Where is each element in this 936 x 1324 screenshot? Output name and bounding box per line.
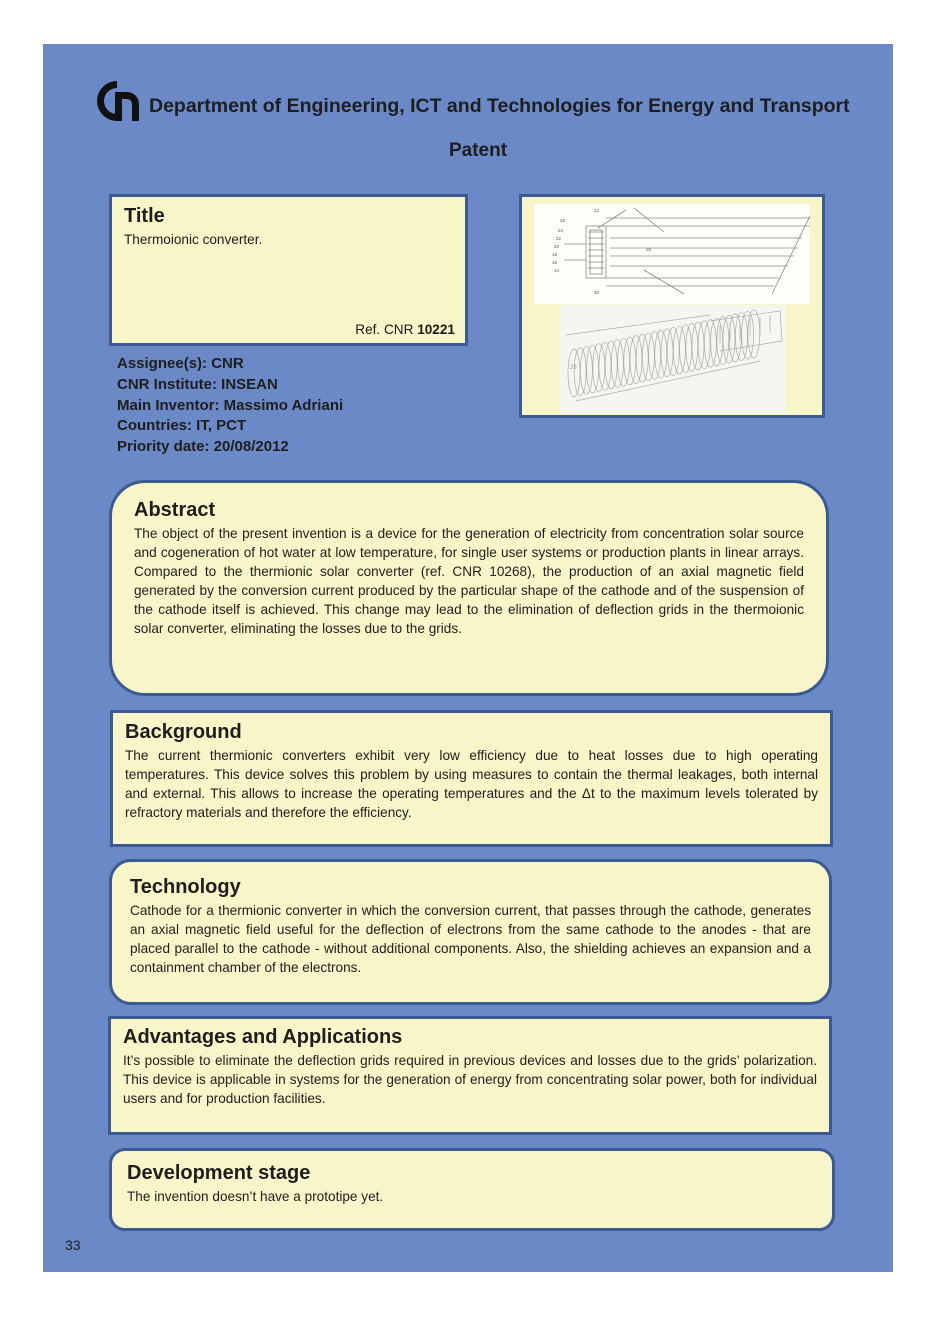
patent-label: Patent [448, 140, 508, 161]
countries-line: Countries: IT, PCT [117, 417, 247, 435]
background-text: The current thermionic converters exhibit very low efficiency due to heat losses due to high operating temperatures. This device solves this problem by using measures to contain the thermal leakages, both internal and external. This allows to increase the operating temperatures and the Δt to the maximum levels tolerated by refractory materials and therefore the efficiency. [125, 748, 818, 820]
advantages-text: It’s possible to eliminate the deflection grids required in previous devices and losses due to the grids’ polarization. This device is applicable in systems for the generation of energy from concentrating solar power, both for individual users and for production facilities. [123, 1053, 817, 1106]
development-heading: Development stage [127, 1162, 311, 1184]
advantages-heading: Advantages and Applications [123, 1026, 403, 1048]
drawing-label: 16 [552, 260, 558, 265]
drawing-label: 18 [552, 252, 558, 257]
development-text: The invention doesn’t have a prototipe yet. [127, 1189, 384, 1204]
advantages-section [108, 1016, 832, 1135]
converter-drawing-image [534, 204, 810, 304]
drawing-label: 20 [554, 244, 560, 249]
ref-prefix: Ref. CNR [355, 322, 418, 337]
technology-text: Cathode for a thermionic converter in which the conversion current, that passes through the cathode, generates an axial magnetic field useful for the deflection of electrons from the same cathode to the anodes - that are placed parallel to the cathode - without additional components. Also, the shielding achieves an expansion and a containment chamber of the electrons. [130, 903, 811, 975]
ref-number: 10221 [417, 322, 455, 337]
inventor-line: Main Inventor: Massimo Adriani [117, 396, 344, 414]
priority-date-line: Priority date: 20/08/2012 [117, 438, 289, 456]
title-heading: Title [124, 205, 165, 227]
figure-box [519, 194, 825, 418]
institute-line: CNR Institute: INSEAN [117, 375, 278, 393]
drawing-label: 30 [594, 290, 600, 295]
cnr-logo-icon [93, 78, 143, 124]
abstract-heading: Abstract [134, 499, 216, 521]
technology-heading: Technology [130, 876, 241, 898]
drawing-label: 14 [554, 268, 560, 273]
assignee-line: Assignee(s): CNR [117, 355, 244, 372]
background-heading: Background [125, 721, 242, 743]
page-number: 33 [65, 1237, 81, 1253]
drawing-label: 22 [556, 236, 562, 241]
abstract-text: The object of the present invention is a device for the generation of electricity from concentration solar source and cogeneration of hot water at low temperature, for single user systems or production plants in linear arrays. Compared to the thermionic solar converter (ref. CNR 10268), the production of an axial magnetic field generated by the conversion current produced by the particular shape of the cathode and of the suspension of the cathode itself is achieved. This change may lead to the elimination of deflection grids in the thermoionic solar converter, eliminating the losses due to the grids. [134, 526, 804, 636]
abstract-section [109, 480, 829, 696]
drawing-label: 24 [558, 228, 564, 233]
cathode-drawing-image [560, 305, 786, 413]
background-section [110, 710, 833, 847]
drawing-label: 25 [646, 247, 652, 252]
reference [355, 322, 455, 337]
drawing-label: 26 [560, 218, 566, 223]
title-box [109, 194, 468, 346]
patent-details [117, 354, 343, 458]
title-text: Thermoionic converter. [124, 232, 263, 247]
drawing-label: 12 [594, 208, 600, 213]
drawing-label: 28 [570, 365, 577, 371]
technology-section [109, 859, 832, 1005]
department-heading: Department of Engineering, ICT and Technologies for Energy and Transport [149, 95, 850, 117]
development-stage-section [109, 1148, 835, 1231]
